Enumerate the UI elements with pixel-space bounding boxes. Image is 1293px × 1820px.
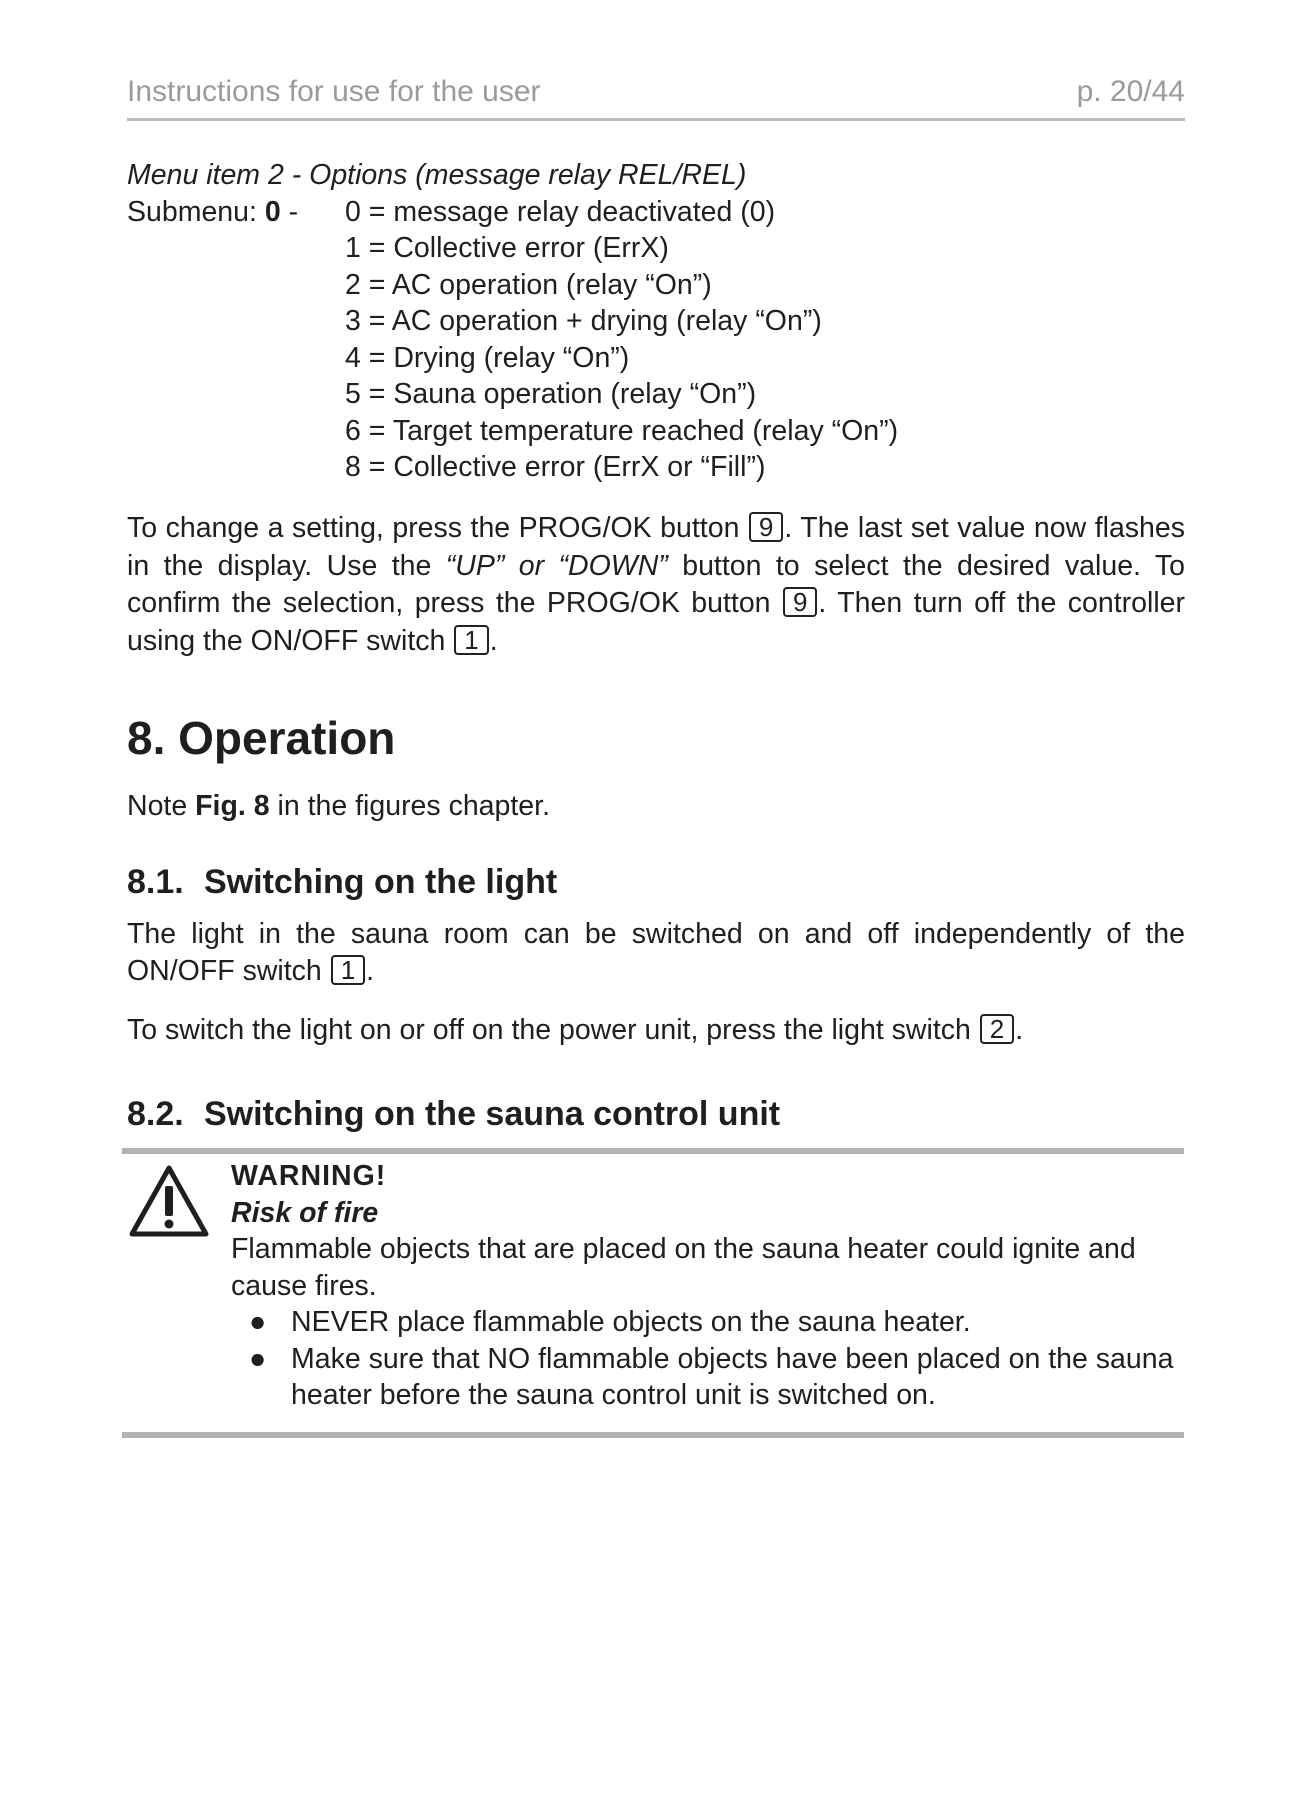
warning-text: Flammable objects that are placed on the sauna heater could ignite and cause fires. bbox=[231, 1233, 1136, 1302]
page-header bbox=[127, 72, 1185, 121]
key-ref-on-off: 1 bbox=[454, 625, 488, 655]
page-number: p. 20/44 bbox=[1076, 75, 1185, 108]
submenu-label: Submenu: 0 - bbox=[127, 195, 299, 228]
submenu-block bbox=[127, 194, 1187, 483]
change-setting-paragraph: To change a setting, press the PROG/OK button 9 . The last set value now flashes in the display. Use the “UP” or “DOWN” button to select the desired value. To confirm the selection, press the PROG/OK button 9 . Then turn off the controller using the ON/OFF switch 1 . bbox=[127, 512, 1185, 657]
up-down-text: “UP” or “DOWN” bbox=[445, 549, 668, 582]
figure-reference: Fig. 8 bbox=[195, 790, 270, 822]
warning-bullet-list bbox=[231, 1304, 1181, 1414]
subsection-heading-control-unit: 8.2. Switching on the sauna control unit bbox=[127, 1095, 781, 1133]
key-ref-on-off: 1 bbox=[331, 955, 365, 985]
document-title: Instructions for use for the user bbox=[127, 75, 541, 108]
submenu-options-list bbox=[345, 194, 898, 486]
menu-item-options bbox=[127, 157, 1187, 483]
menu-item-title: Menu item 2 - Options (message relay REL/REL) bbox=[127, 159, 747, 191]
section-heading-operation: 8. Operation bbox=[127, 712, 396, 764]
key-ref-prog-ok: 9 bbox=[783, 587, 817, 617]
warning-box bbox=[122, 1148, 1184, 1438]
option-item: 3 = AC operation + drying (relay “On”) bbox=[345, 305, 822, 337]
light-paragraph-2: To switch the light on or off on the power unit, press the light switch 2 . bbox=[127, 1014, 1024, 1046]
option-item: 2 = AC operation (relay “On”) bbox=[345, 268, 712, 301]
warning-content bbox=[231, 1158, 1181, 1414]
figure-note: Note Fig. 8 in the figures chapter. bbox=[127, 790, 550, 822]
option-item: 8 = Collective error (ErrX or “Fill”) bbox=[345, 451, 766, 483]
submenu-default-value: 0 bbox=[264, 195, 281, 228]
option-item: 1 = Collective error (ErrX) bbox=[345, 232, 669, 264]
warning-title: WARNING! bbox=[231, 1160, 387, 1192]
option-item: 4 = Drying (relay “On”) bbox=[345, 341, 630, 374]
warning-bullet-item: ● Make sure that NO flammable objects have been placed on the sauna heater before the sauna control unit is switched on. bbox=[249, 1342, 1174, 1411]
subsection-heading-light: 8.1. Switching on the light bbox=[127, 863, 558, 901]
key-ref-prog-ok: 9 bbox=[749, 512, 783, 542]
option-item: 6 = Target temperature reached (relay “On”) bbox=[345, 414, 899, 447]
warning-triangle-icon bbox=[128, 1164, 210, 1238]
light-paragraph-1: The light in the sauna room can be switched on and off independently of the ON/OFF switch 1 . bbox=[127, 918, 1185, 987]
bullet-icon: ● bbox=[249, 1306, 267, 1338]
bullet-icon: ● bbox=[249, 1342, 267, 1375]
warning-subtitle: Risk of fire bbox=[231, 1196, 379, 1229]
warning-bullet-item: ● NEVER place flammable objects on the sauna heater. bbox=[231, 1304, 1181, 1341]
option-item: 5 = Sauna operation (relay “On”) bbox=[345, 378, 757, 410]
key-ref-light-switch: 2 bbox=[980, 1014, 1014, 1044]
option-item: 0 = message relay deactivated (0) bbox=[345, 195, 776, 228]
